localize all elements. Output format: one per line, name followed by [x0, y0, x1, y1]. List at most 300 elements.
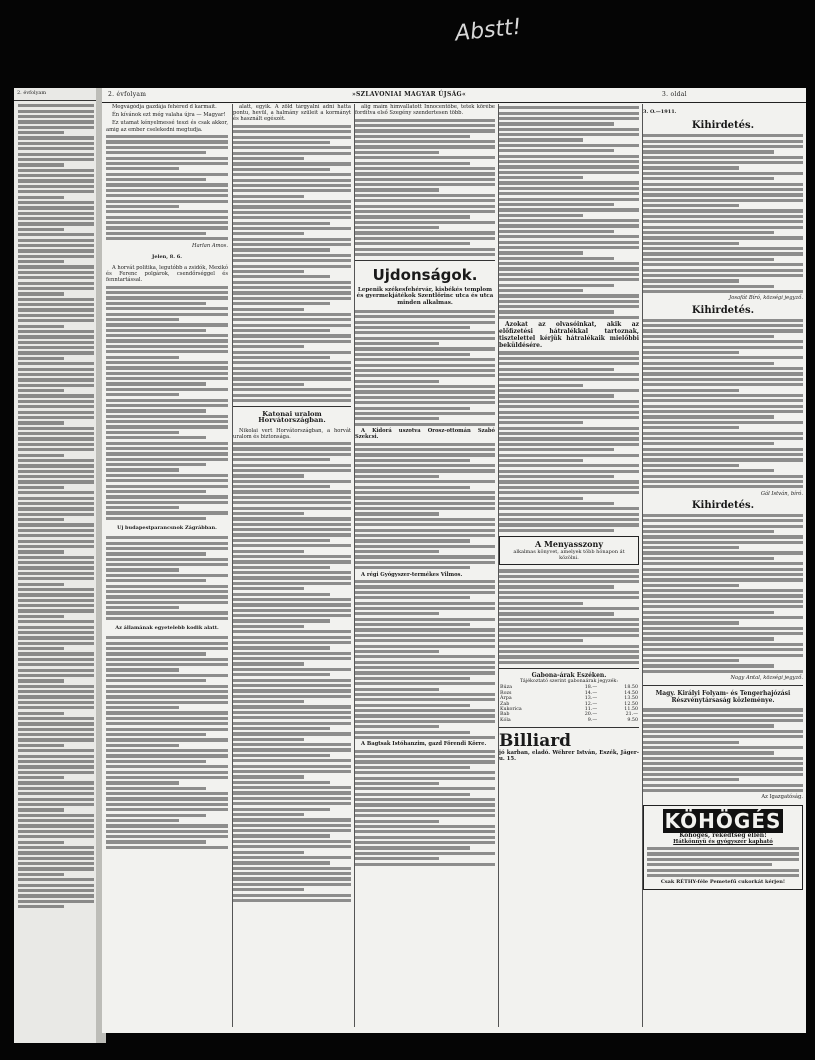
text-line	[106, 574, 228, 577]
text-line	[355, 760, 495, 763]
col1-subhead-2: Az államának egyetelebb kodik alatt.	[115, 625, 219, 632]
text-line	[18, 851, 94, 854]
text-line	[18, 153, 94, 156]
text-line	[233, 722, 351, 725]
text-line	[643, 453, 803, 456]
text-line	[233, 550, 304, 553]
text-line	[643, 134, 803, 137]
text-line	[643, 226, 803, 229]
text-line	[18, 529, 94, 532]
text-line	[643, 637, 774, 640]
text-line	[355, 688, 439, 691]
col1-headline: Jelen, 8. 6.	[152, 253, 182, 260]
text-line	[106, 474, 228, 477]
billiard-ad-title: Billiard	[499, 731, 572, 752]
text-line	[18, 636, 94, 639]
notice-2-signature: Gál István, bíró.	[760, 490, 803, 497]
col3-news-item-1: A Kidorá uszotva Orosz-ottomán Szabó Szekcsi.	[355, 428, 495, 441]
text-line	[643, 741, 739, 744]
text-line	[355, 401, 495, 404]
text-line	[643, 335, 774, 338]
text-line	[18, 260, 64, 263]
text-line	[18, 798, 94, 801]
text-line	[233, 679, 351, 682]
handwritten-note: Abstt!	[453, 14, 523, 47]
col2-headline: Katonai uralom Horvátországban.	[258, 410, 326, 425]
text-line	[106, 151, 206, 154]
text-line	[18, 787, 94, 790]
text-line	[18, 110, 94, 113]
text-line	[106, 415, 228, 418]
text-line	[18, 771, 94, 774]
text-line	[233, 474, 304, 477]
text-line	[233, 867, 351, 870]
text-line	[355, 618, 495, 621]
text-line	[499, 618, 639, 621]
text-line	[355, 566, 470, 569]
menyasszony-ad-text: alkalmas könyvet, amelyek több hónapon át közölni.	[513, 548, 625, 562]
text-line	[18, 572, 94, 575]
col4-text-block-c	[499, 569, 639, 664]
col5-text-block-b	[643, 319, 803, 489]
text-line	[233, 625, 304, 628]
text-line	[106, 808, 228, 811]
col4-notice: Azokat az olvasóinkat, akik az előfizetési hátralékkal tartoznak, tisztelettel kérjük hátralékaik mielőbbi beküldésére.	[499, 321, 639, 350]
text-line	[106, 372, 228, 375]
text-line	[106, 690, 228, 693]
col1-text-block-d	[106, 636, 228, 849]
col1-text-block-a	[106, 135, 228, 240]
text-line	[643, 231, 774, 234]
text-line	[499, 357, 639, 360]
text-line	[106, 663, 228, 666]
col4-text-block-a	[499, 106, 639, 319]
text-line	[233, 652, 351, 655]
text-line	[233, 141, 330, 144]
text-line	[643, 530, 774, 533]
text-line	[355, 518, 495, 521]
text-line	[355, 194, 495, 197]
text-line	[106, 189, 228, 192]
text-line	[355, 326, 470, 329]
market-commodity: Bab	[500, 712, 510, 718]
text-line	[18, 626, 94, 629]
text-line	[643, 519, 803, 522]
left-page-header: 2. évfolyam	[14, 88, 96, 101]
text-line	[233, 318, 351, 321]
text-line	[18, 755, 94, 758]
text-line	[643, 362, 774, 365]
col4-menyasszony-ad	[499, 536, 639, 565]
text-line	[106, 647, 228, 650]
text-line	[643, 469, 774, 472]
text-line	[18, 480, 94, 483]
text-line	[643, 263, 803, 266]
text-line	[18, 647, 64, 650]
text-line	[355, 364, 495, 367]
text-line	[643, 784, 803, 787]
text-line	[233, 571, 351, 574]
text-line	[233, 668, 351, 671]
text-line	[18, 722, 94, 725]
col5-text-block-c	[643, 514, 803, 673]
text-line	[643, 399, 803, 402]
text-line	[18, 335, 94, 338]
col5-text-block-a	[643, 134, 803, 293]
text-line	[18, 325, 64, 328]
market-price: 14.—	[584, 690, 598, 696]
text-line	[106, 585, 228, 588]
text-line	[499, 585, 614, 588]
text-line	[355, 534, 495, 537]
text-line	[106, 173, 228, 176]
text-line	[499, 235, 639, 238]
text-line	[499, 411, 639, 414]
market-price: 13.—	[584, 696, 598, 702]
text-line	[233, 791, 351, 794]
text-line	[643, 204, 739, 207]
text-line	[18, 314, 94, 317]
text-line	[647, 852, 799, 855]
market-price: 14.50	[624, 690, 638, 696]
text-line	[233, 340, 351, 343]
text-line	[18, 556, 94, 559]
text-line	[233, 877, 351, 880]
text-line	[233, 136, 351, 139]
text-line	[18, 475, 94, 478]
text-line	[355, 634, 495, 637]
text-line	[106, 436, 206, 439]
text-line	[18, 276, 94, 279]
text-line	[106, 447, 228, 450]
text-line	[643, 199, 803, 202]
text-line	[355, 585, 495, 588]
text-line	[106, 399, 228, 402]
text-line	[106, 830, 228, 833]
text-line	[106, 558, 228, 561]
text-line	[355, 720, 495, 723]
text-line	[18, 588, 94, 591]
market-commodity: Árpa	[500, 696, 512, 702]
text-line	[233, 361, 351, 364]
text-line	[233, 388, 351, 391]
text-line	[18, 233, 94, 236]
text-line	[18, 341, 94, 344]
text-line	[233, 216, 351, 219]
text-line	[106, 296, 228, 299]
text-line	[18, 760, 94, 763]
text-line	[499, 122, 614, 125]
text-line	[18, 701, 94, 704]
text-line	[106, 579, 206, 582]
text-line	[233, 372, 351, 375]
text-line	[106, 652, 206, 655]
text-line	[499, 208, 639, 211]
text-line	[106, 452, 228, 455]
text-line	[18, 889, 94, 892]
text-line	[499, 155, 639, 158]
text-line	[106, 658, 228, 661]
text-line	[18, 561, 94, 564]
text-line	[106, 329, 206, 332]
text-line	[18, 491, 94, 494]
text-line	[643, 616, 803, 619]
text-line	[106, 485, 228, 488]
text-line	[233, 195, 304, 198]
text-line	[355, 704, 470, 707]
text-line	[233, 603, 351, 606]
text-line	[233, 377, 351, 380]
text-line	[355, 698, 495, 701]
text-line	[233, 689, 351, 692]
text-line	[18, 615, 64, 618]
text-line	[18, 448, 94, 451]
market-price: 9.50	[627, 717, 638, 723]
grain-price-table	[499, 685, 639, 723]
market-commodity: Kóla	[500, 717, 511, 723]
text-line	[643, 421, 803, 424]
text-line	[106, 771, 228, 774]
text-line	[106, 754, 228, 757]
text-line	[18, 550, 64, 553]
text-line	[355, 475, 439, 478]
text-line	[18, 765, 94, 768]
text-line	[355, 607, 495, 610]
text-line	[499, 575, 639, 578]
text-line	[106, 425, 228, 428]
text-line	[233, 265, 351, 268]
newspaper-title: »SZLAVONIAI MAGYAR ÚJSÁG«	[352, 91, 467, 98]
market-price: 9.—	[587, 717, 598, 723]
text-line	[233, 152, 351, 155]
text-line	[106, 468, 179, 471]
text-line	[18, 819, 94, 822]
text-line	[355, 124, 495, 127]
text-line	[355, 172, 495, 175]
text-line	[643, 767, 803, 770]
text-line	[355, 480, 495, 483]
text-line	[18, 717, 94, 720]
text-line	[18, 502, 94, 505]
text-line	[643, 156, 803, 159]
text-line	[18, 454, 64, 457]
text-line	[106, 382, 206, 385]
text-line	[355, 390, 495, 393]
text-line	[233, 232, 304, 235]
text-line	[233, 770, 351, 773]
text-line	[18, 427, 94, 430]
text-line	[499, 351, 639, 354]
text-line	[643, 670, 803, 673]
text-line	[233, 329, 330, 332]
text-line	[499, 214, 583, 217]
text-line	[643, 324, 803, 327]
text-line	[233, 797, 351, 800]
running-head	[102, 88, 806, 103]
text-line	[18, 857, 94, 860]
text-line	[233, 248, 330, 251]
text-line	[18, 255, 94, 258]
cough-ad-sub: Köhögés, rekedtség ellen!	[679, 831, 767, 839]
text-line	[106, 431, 179, 434]
text-line	[18, 174, 94, 177]
text-line	[355, 750, 495, 753]
text-line	[643, 279, 739, 282]
col1-text-block-b	[106, 286, 228, 520]
text-line	[106, 765, 228, 768]
text-line	[18, 163, 64, 166]
text-line	[355, 347, 495, 350]
text-line	[355, 852, 495, 855]
text-line	[18, 507, 94, 510]
column-1	[106, 104, 228, 1027]
col3-text-block-b	[355, 310, 495, 426]
text-line	[643, 258, 774, 261]
col3-section-title: Ujdonságok.	[372, 266, 478, 285]
text-line	[355, 178, 495, 181]
text-line	[106, 210, 228, 213]
col1-text-block-c	[106, 536, 228, 620]
text-line	[233, 587, 304, 590]
text-line	[233, 447, 351, 450]
text-line	[355, 857, 439, 860]
text-line	[233, 711, 351, 714]
col1-paragraph-1: Én kívánok ezt még valaha újra — Magyar!	[112, 112, 226, 119]
text-line	[106, 323, 228, 326]
text-line	[643, 605, 803, 608]
text-line	[233, 281, 351, 284]
text-line	[106, 356, 179, 359]
text-line	[18, 470, 94, 473]
text-line	[643, 654, 803, 657]
text-line	[355, 682, 495, 685]
text-line	[355, 135, 470, 138]
text-line	[499, 421, 583, 424]
text-line	[106, 568, 179, 571]
text-line	[106, 679, 206, 682]
text-line	[106, 685, 228, 688]
text-line	[355, 846, 470, 849]
text-line	[233, 861, 330, 864]
text-line	[106, 318, 179, 321]
text-line	[106, 733, 206, 736]
text-line	[499, 389, 639, 392]
market-price: 13.50	[624, 696, 638, 702]
text-line	[643, 236, 803, 239]
text-line	[18, 663, 94, 666]
text-line	[18, 158, 94, 161]
text-line	[233, 125, 351, 128]
text-line	[233, 184, 351, 187]
text-line	[355, 183, 495, 186]
col3-text-block-e	[355, 750, 495, 866]
text-line	[499, 160, 639, 163]
text-line	[643, 432, 803, 435]
text-line	[18, 658, 94, 661]
text-line	[355, 714, 495, 717]
text-line	[355, 693, 495, 696]
text-line	[355, 771, 495, 774]
text-line	[106, 237, 228, 240]
text-line	[643, 442, 774, 445]
text-line	[106, 339, 228, 342]
text-line	[355, 423, 495, 426]
text-line	[233, 748, 351, 751]
text-line	[18, 362, 94, 365]
text-line	[233, 840, 351, 843]
text-line	[355, 787, 495, 790]
text-line	[18, 733, 94, 736]
text-line	[106, 787, 206, 790]
cough-ad-text-block	[647, 847, 799, 877]
text-line	[18, 706, 94, 709]
text-line	[18, 545, 94, 548]
text-line	[643, 356, 803, 359]
text-line	[355, 512, 439, 515]
market-row	[499, 718, 639, 723]
text-line	[18, 217, 94, 220]
text-line	[106, 420, 228, 423]
text-line	[18, 728, 94, 731]
col3-news-item-2: A régi Gyógyszer-termékes Vilmos.	[361, 571, 463, 578]
text-line	[499, 591, 639, 594]
text-line	[355, 443, 495, 446]
text-line	[106, 547, 228, 550]
text-line	[355, 798, 495, 801]
text-line	[355, 814, 495, 817]
text-line	[18, 835, 94, 838]
text-line	[643, 578, 803, 581]
text-line	[499, 257, 614, 260]
text-line	[643, 664, 774, 667]
billiard-ad-text: jó karban, eladó. Wéhrer István, Eszék, Jäger-u. 15.	[499, 750, 639, 763]
col2-text-block-a	[233, 125, 351, 402]
text-line	[18, 873, 64, 876]
text-line	[499, 300, 639, 303]
text-line	[106, 350, 228, 353]
text-line	[106, 792, 228, 795]
text-line	[106, 595, 228, 598]
market-commodity: Búza	[500, 685, 513, 691]
text-line	[643, 150, 774, 153]
text-line	[499, 171, 639, 174]
text-line	[499, 628, 639, 631]
text-line	[233, 894, 351, 897]
text-line	[233, 775, 304, 778]
text-line	[233, 813, 304, 816]
menyasszony-ad-title: A Menyasszony	[535, 538, 603, 549]
text-line	[233, 883, 351, 886]
text-line	[233, 291, 351, 294]
col4-rule-2	[499, 727, 639, 728]
text-line	[643, 480, 803, 483]
text-line	[643, 762, 803, 765]
text-line	[233, 528, 351, 531]
text-line	[643, 551, 803, 554]
text-line	[18, 384, 94, 387]
text-line	[106, 636, 228, 639]
text-line	[18, 394, 94, 397]
text-line	[499, 219, 639, 222]
text-line	[18, 244, 94, 247]
text-line	[18, 609, 94, 612]
text-line	[106, 797, 228, 800]
text-line	[233, 324, 351, 327]
text-line	[643, 383, 803, 386]
text-line	[233, 490, 351, 493]
market-price: 11.—	[584, 706, 598, 712]
text-line	[355, 555, 495, 558]
